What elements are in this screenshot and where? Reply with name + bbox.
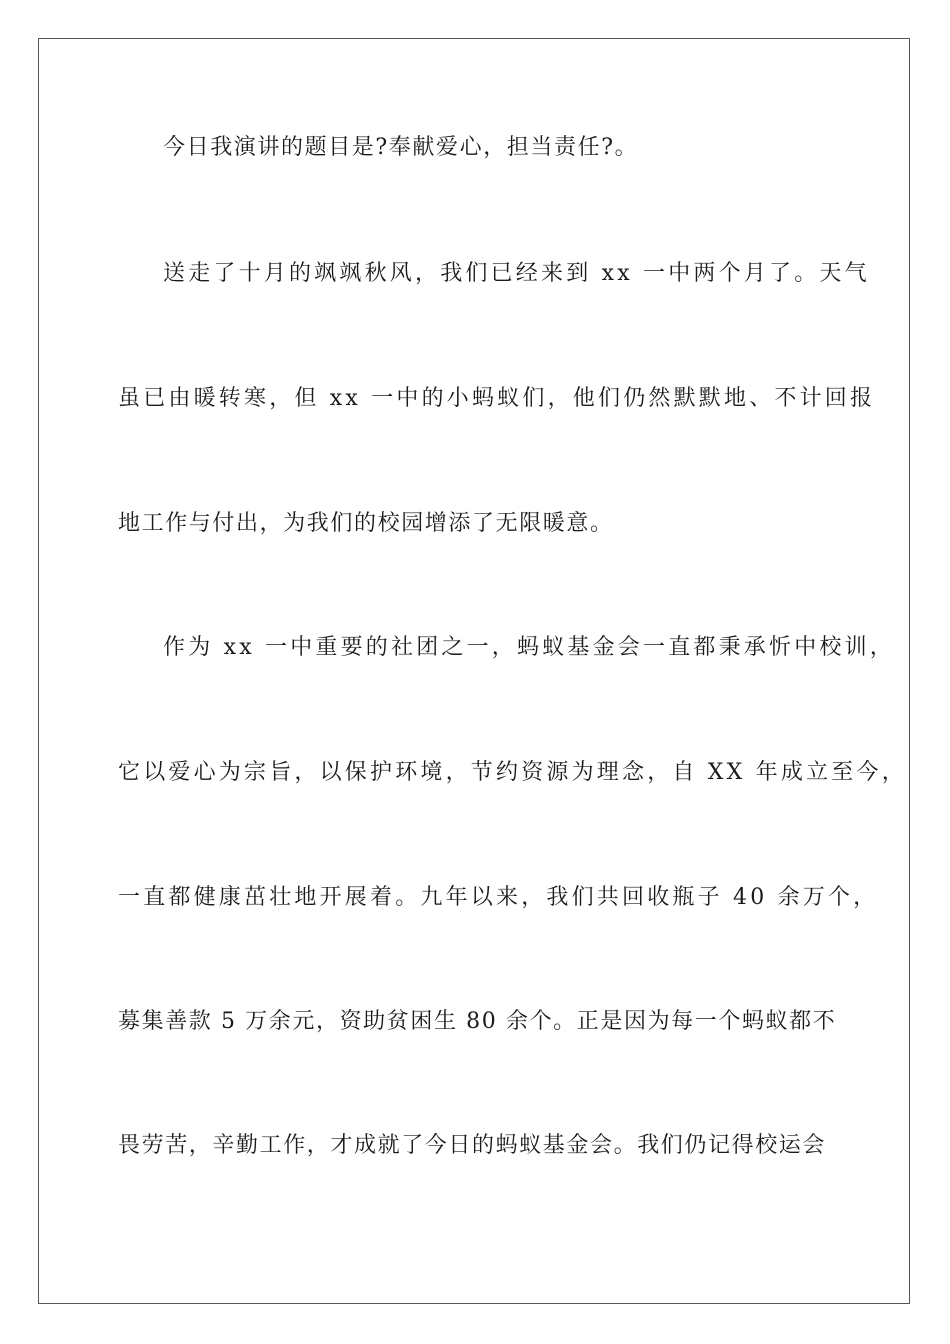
paragraph-2-line-3: 地工作与付出，为我们的校园增添了无限暖意。 [118,511,614,536]
paragraph-3-line-5: 畏劳苦，辛勤工作，才成就了今日的蚂蚁基金会。我们仍记得校运会 [118,1133,827,1158]
paragraph-3-line-2: 它以爱心为宗旨，以保护环境，节约资源为理念，自 XX 年成立至今， [118,760,907,785]
paragraph-1-line-1: 今日我演讲的题目是?奉献爱心，担当责任?。 [163,135,639,160]
paragraph-3-line-4: 募集善款 5 万余元，资助贫困生 80 余个。正是因为每一个蚂蚁都不 [118,1009,837,1034]
paragraph-3-line-3: 一直都健康茁壮地开展着。九年以来，我们共回收瓶子 40 余万个， [118,885,879,910]
page-border [38,38,910,1304]
paragraph-2-line-1: 送走了十月的飒飒秋风，我们已经来到 xx 一中两个月了。天气 [163,261,870,286]
paragraph-2-line-2: 虽已由暖转寒，但 xx 一中的小蚂蚁们，他们仍然默默地、不计回报 [118,386,876,411]
paragraph-3-line-1: 作为 xx 一中重要的社团之一，蚂蚁基金会一直都秉承忻中校训， [163,635,896,660]
